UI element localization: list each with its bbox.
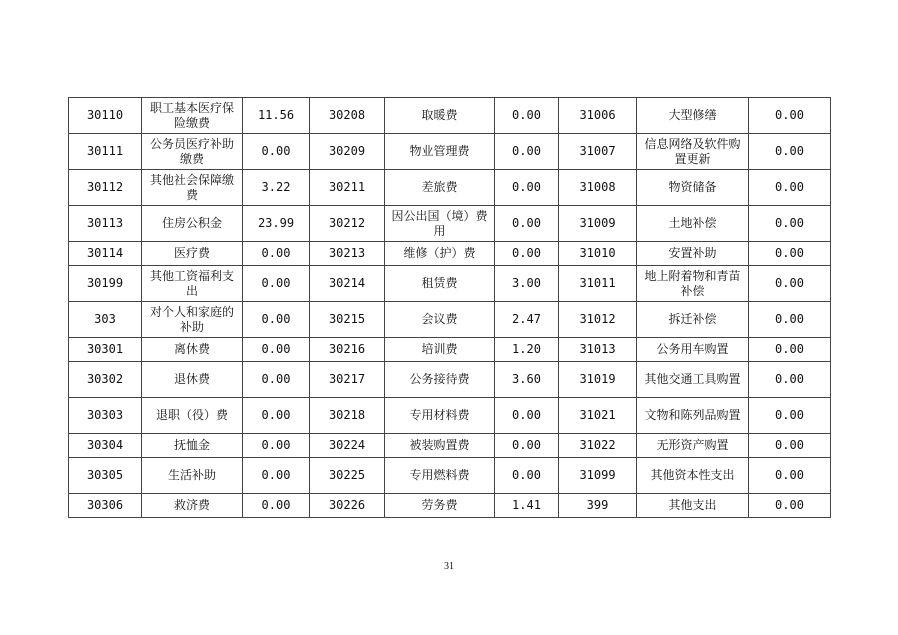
expense-name-cell: 公务用车购置 [637, 338, 749, 362]
amount-cell: 0.00 [495, 398, 559, 434]
budget-table [68, 97, 831, 518]
expense-code-cell: 31007 [559, 134, 637, 170]
expense-code-cell: 30224 [310, 434, 385, 458]
expense-name-cell: 其他资本性支出 [637, 458, 749, 494]
amount-cell: 0.00 [243, 458, 310, 494]
amount-cell: 0.00 [749, 458, 831, 494]
amount-cell: 0.00 [749, 266, 831, 302]
page-number: 31 [444, 561, 454, 572]
table-row [69, 458, 831, 494]
expense-name-cell: 物资储备 [637, 170, 749, 206]
expense-name-cell: 其他社会保障缴费 [142, 170, 243, 206]
expense-name-cell: 租赁费 [385, 266, 495, 302]
expense-code-cell: 30302 [69, 362, 142, 398]
expense-name-cell: 文物和陈列品购置 [637, 398, 749, 434]
table-row [69, 242, 831, 266]
table-row [69, 434, 831, 458]
expense-name-cell: 专用燃料费 [385, 458, 495, 494]
expense-code-cell: 30215 [310, 302, 385, 338]
expense-name-cell: 对个人和家庭的补助 [142, 302, 243, 338]
amount-cell: 0.00 [495, 434, 559, 458]
expense-name-cell: 劳务费 [385, 494, 495, 518]
amount-cell: 11.56 [243, 98, 310, 134]
amount-cell: 0.00 [749, 170, 831, 206]
amount-cell: 0.00 [749, 398, 831, 434]
amount-cell: 0.00 [749, 242, 831, 266]
amount-cell: 0.00 [749, 302, 831, 338]
amount-cell: 1.41 [495, 494, 559, 518]
amount-cell: 0.00 [749, 494, 831, 518]
expense-name-cell: 安置补助 [637, 242, 749, 266]
expense-code-cell: 30303 [69, 398, 142, 434]
amount-cell: 3.00 [495, 266, 559, 302]
amount-cell: 0.00 [243, 134, 310, 170]
table-row [69, 398, 831, 434]
expense-code-cell: 30218 [310, 398, 385, 434]
expense-code-cell: 30110 [69, 98, 142, 134]
amount-cell: 0.00 [749, 206, 831, 242]
expense-name-cell: 地上附着物和青苗补偿 [637, 266, 749, 302]
expense-code-cell: 30214 [310, 266, 385, 302]
expense-name-cell: 医疗费 [142, 242, 243, 266]
table-row [69, 206, 831, 242]
expense-code-cell: 30226 [310, 494, 385, 518]
expense-name-cell: 拆迁补偿 [637, 302, 749, 338]
expense-code-cell: 30304 [69, 434, 142, 458]
expense-name-cell: 因公出国（境）费用 [385, 206, 495, 242]
expense-name-cell: 差旅费 [385, 170, 495, 206]
table-row [69, 134, 831, 170]
amount-cell: 0.00 [243, 338, 310, 362]
amount-cell: 0.00 [495, 134, 559, 170]
expense-name-cell: 退职（役）费 [142, 398, 243, 434]
table-row [69, 338, 831, 362]
expense-code-cell: 30208 [310, 98, 385, 134]
expense-name-cell: 物业管理费 [385, 134, 495, 170]
expense-name-cell: 取暖费 [385, 98, 495, 134]
amount-cell: 0.00 [495, 98, 559, 134]
amount-cell: 0.00 [749, 98, 831, 134]
expense-name-cell: 公务员医疗补助缴费 [142, 134, 243, 170]
expense-code-cell: 303 [69, 302, 142, 338]
amount-cell: 0.00 [243, 434, 310, 458]
amount-cell: 3.22 [243, 170, 310, 206]
amount-cell: 0.00 [243, 302, 310, 338]
expense-name-cell: 其他支出 [637, 494, 749, 518]
expense-code-cell: 31099 [559, 458, 637, 494]
amount-cell: 0.00 [243, 494, 310, 518]
amount-cell: 1.20 [495, 338, 559, 362]
table-row [69, 98, 831, 134]
table-row [69, 494, 831, 518]
expense-code-cell: 31019 [559, 362, 637, 398]
amount-cell: 23.99 [243, 206, 310, 242]
expense-code-cell: 30216 [310, 338, 385, 362]
amount-cell: 0.00 [495, 170, 559, 206]
expense-name-cell: 大型修缮 [637, 98, 749, 134]
amount-cell: 0.00 [243, 398, 310, 434]
amount-cell: 0.00 [243, 362, 310, 398]
expense-code-cell: 30225 [310, 458, 385, 494]
expense-code-cell: 31022 [559, 434, 637, 458]
expense-code-cell: 30113 [69, 206, 142, 242]
amount-cell: 2.47 [495, 302, 559, 338]
expense-code-cell: 30213 [310, 242, 385, 266]
table-body [69, 98, 831, 518]
expense-name-cell: 住房公积金 [142, 206, 243, 242]
expense-name-cell: 生活补助 [142, 458, 243, 494]
table-row [69, 302, 831, 338]
expense-code-cell: 31010 [559, 242, 637, 266]
table-row [69, 266, 831, 302]
expense-name-cell: 抚恤金 [142, 434, 243, 458]
expense-code-cell: 399 [559, 494, 637, 518]
expense-name-cell: 会议费 [385, 302, 495, 338]
expense-code-cell: 30212 [310, 206, 385, 242]
expense-name-cell: 无形资产购置 [637, 434, 749, 458]
expense-code-cell: 31021 [559, 398, 637, 434]
expense-code-cell: 30305 [69, 458, 142, 494]
amount-cell: 0.00 [749, 338, 831, 362]
expense-name-cell: 职工基本医疗保险缴费 [142, 98, 243, 134]
amount-cell: 0.00 [749, 362, 831, 398]
expense-code-cell: 31011 [559, 266, 637, 302]
expense-name-cell: 退休费 [142, 362, 243, 398]
expense-code-cell: 30111 [69, 134, 142, 170]
expense-code-cell: 31013 [559, 338, 637, 362]
expense-code-cell: 31008 [559, 170, 637, 206]
expense-name-cell: 土地补偿 [637, 206, 749, 242]
amount-cell: 0.00 [495, 242, 559, 266]
expense-code-cell: 30209 [310, 134, 385, 170]
expense-code-cell: 30114 [69, 242, 142, 266]
expense-name-cell: 培训费 [385, 338, 495, 362]
expense-code-cell: 31006 [559, 98, 637, 134]
amount-cell: 0.00 [749, 134, 831, 170]
amount-cell: 0.00 [495, 458, 559, 494]
expense-name-cell: 信息网络及软件购置更新 [637, 134, 749, 170]
expense-name-cell: 专用材料费 [385, 398, 495, 434]
expense-name-cell: 救济费 [142, 494, 243, 518]
expense-code-cell: 30112 [69, 170, 142, 206]
expense-code-cell: 30301 [69, 338, 142, 362]
table-row [69, 170, 831, 206]
expense-name-cell: 维修（护）费 [385, 242, 495, 266]
expense-code-cell: 30211 [310, 170, 385, 206]
expense-code-cell: 31012 [559, 302, 637, 338]
amount-cell: 0.00 [243, 266, 310, 302]
amount-cell: 3.60 [495, 362, 559, 398]
table-row [69, 362, 831, 398]
amount-cell: 0.00 [243, 242, 310, 266]
amount-cell: 0.00 [495, 206, 559, 242]
expense-name-cell: 公务接待费 [385, 362, 495, 398]
expense-code-cell: 30199 [69, 266, 142, 302]
expense-name-cell: 被装购置费 [385, 434, 495, 458]
expense-name-cell: 其他工资福利支出 [142, 266, 243, 302]
expense-code-cell: 30306 [69, 494, 142, 518]
amount-cell: 0.00 [749, 434, 831, 458]
expense-code-cell: 31009 [559, 206, 637, 242]
expense-code-cell: 30217 [310, 362, 385, 398]
expense-name-cell: 离休费 [142, 338, 243, 362]
expense-name-cell: 其他交通工具购置 [637, 362, 749, 398]
